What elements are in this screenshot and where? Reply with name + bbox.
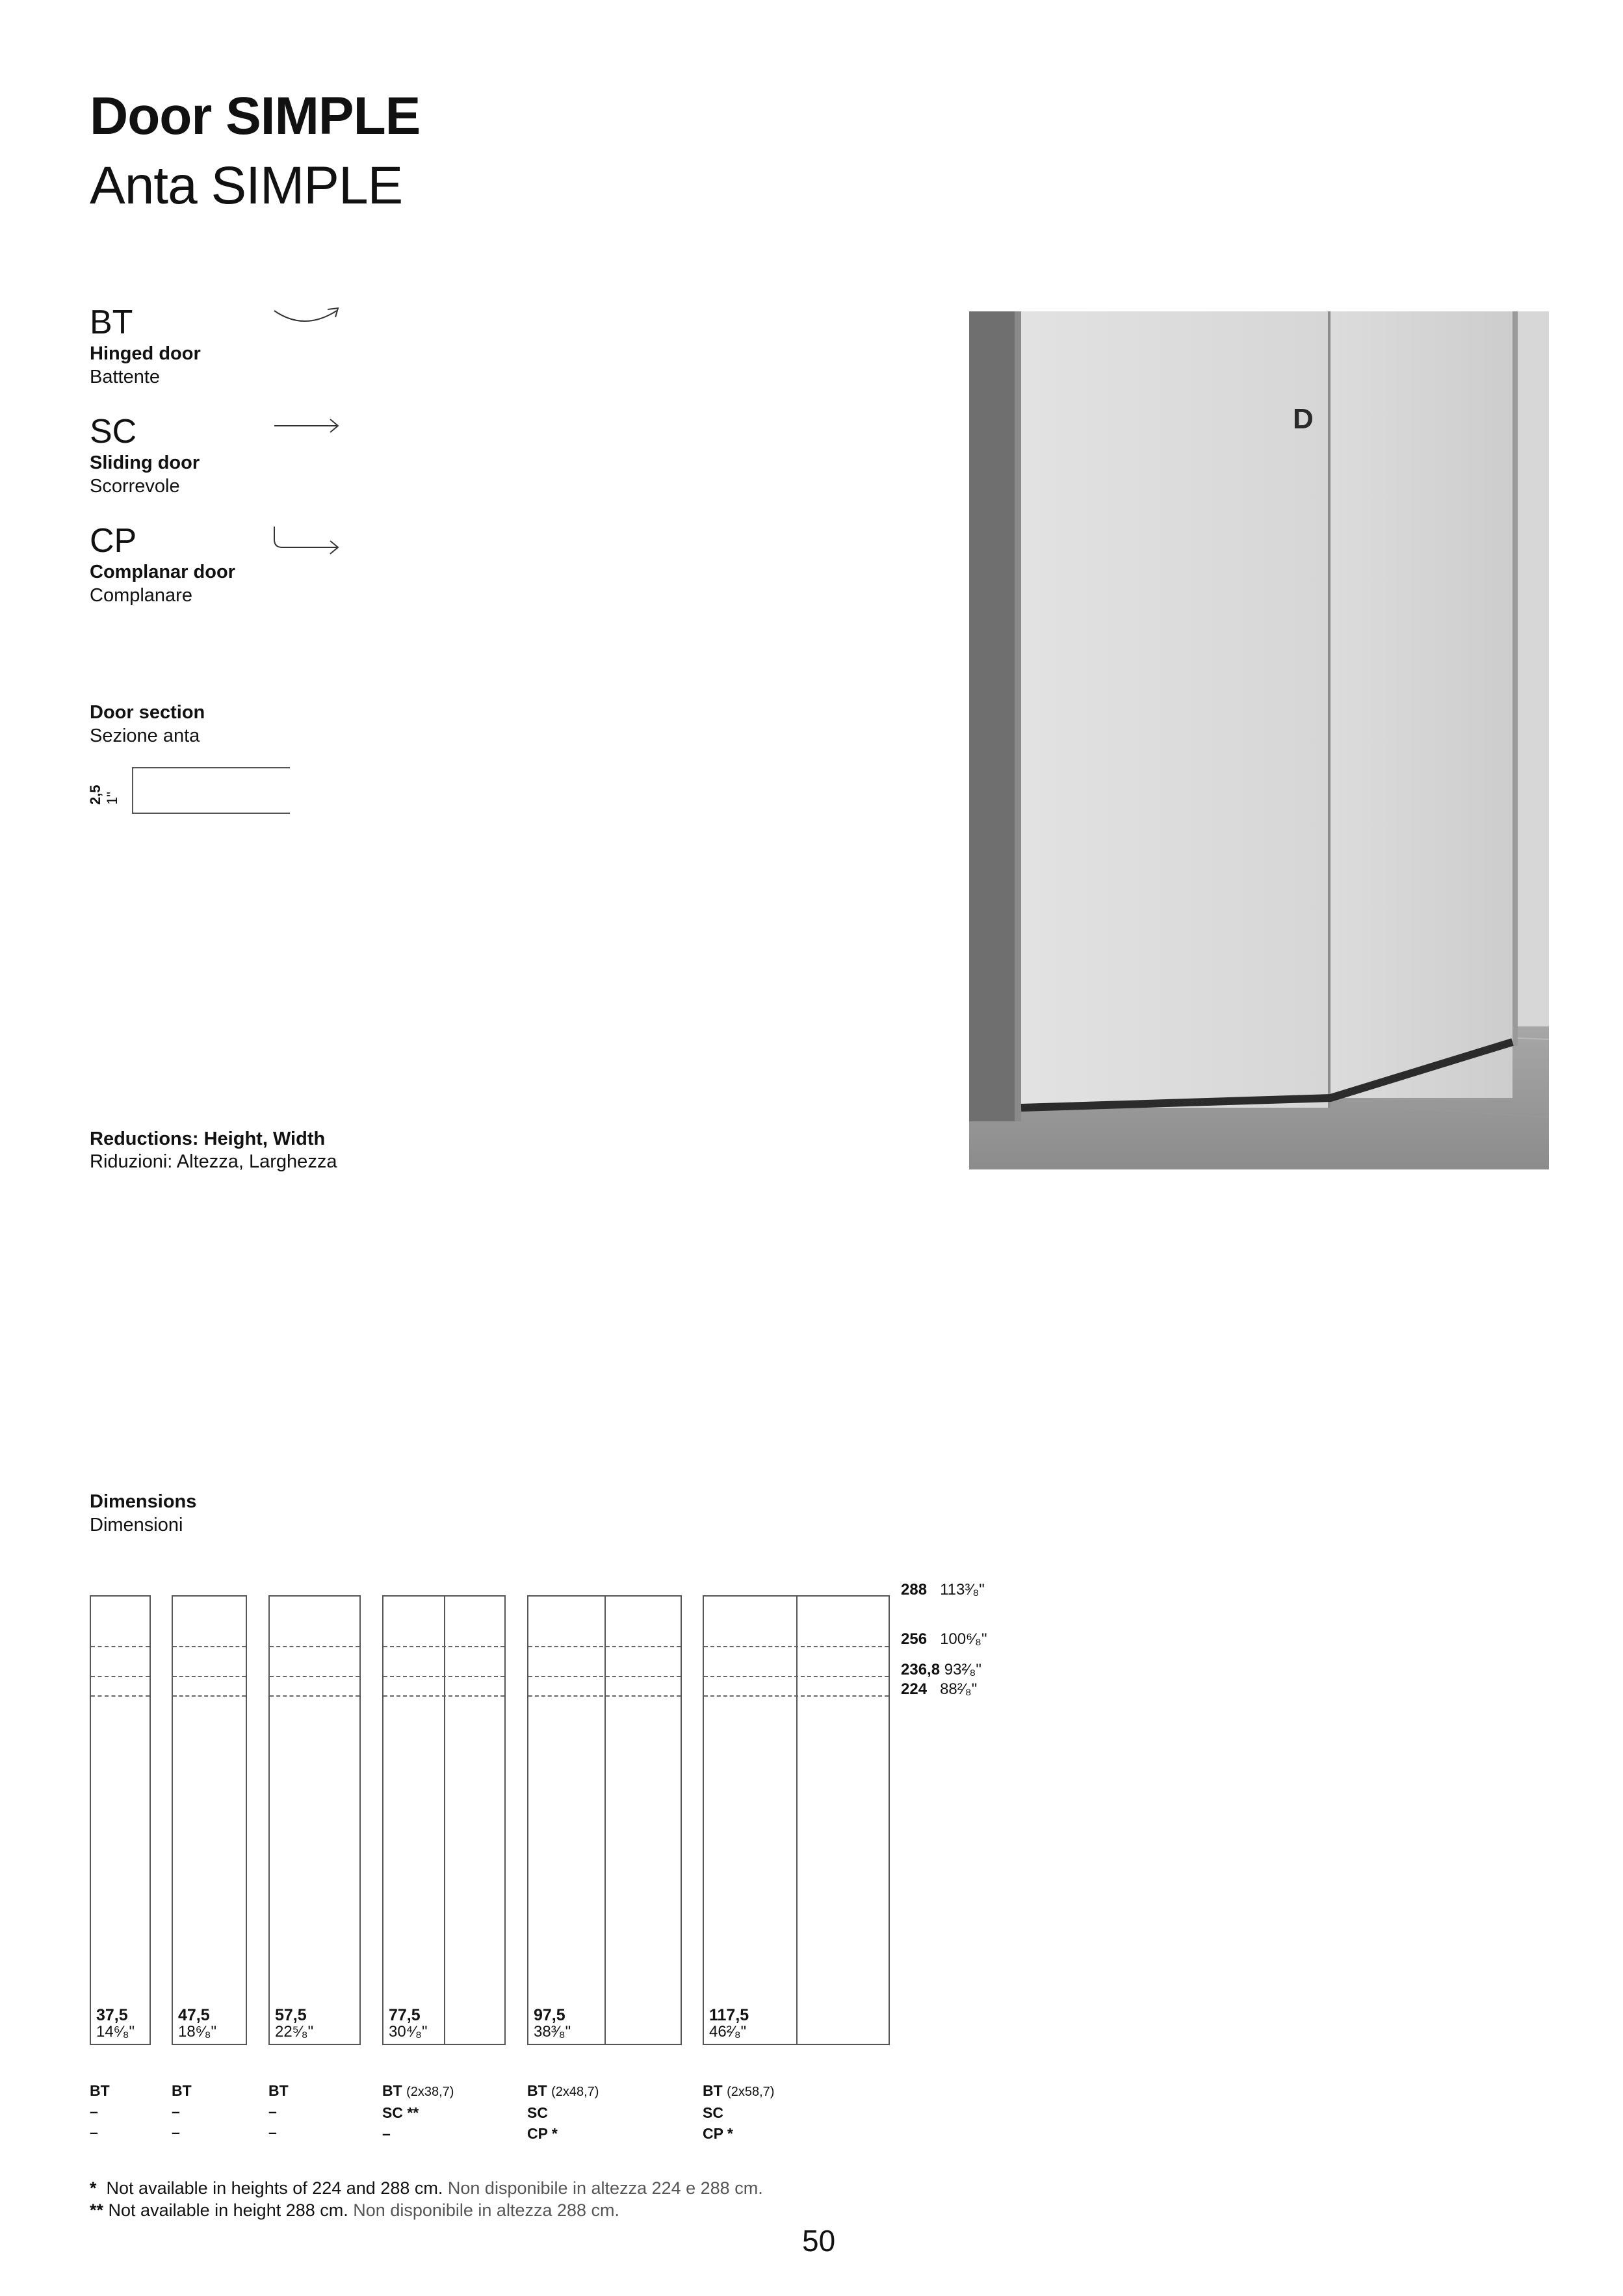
code-sc: – (268, 2103, 277, 2120)
code-bt: BT (172, 2082, 192, 2099)
height-label (901, 1661, 981, 1679)
code-cp: – (172, 2124, 180, 2141)
code-cp: – (90, 2124, 98, 2141)
door-type-cp (90, 524, 235, 605)
page-number: 50 (802, 2224, 836, 2258)
height-inch: 113³⁄₈" (940, 1581, 985, 1598)
code-bt: BT (90, 2082, 110, 2099)
footnote-en: Not available in heights of 224 and 288 cm. (106, 2178, 443, 2198)
code-cp: CP * (703, 2125, 733, 2142)
sliding-arrow-icon (272, 416, 341, 436)
code-cp: – (382, 2125, 391, 2142)
width-cm: 117,5 (709, 2005, 749, 2024)
door-type-label-it: Battente (90, 367, 161, 387)
width-cm: 77,5 (389, 2005, 421, 2024)
availability-codes (90, 2080, 110, 2143)
code-sc: – (90, 2103, 98, 2120)
reductions-label-en: Reductions: Height, Width (90, 1128, 326, 1149)
section-thickness (84, 777, 123, 806)
width-panel (172, 1595, 247, 2045)
page-title: Door SIMPLE (90, 86, 421, 146)
code-bt: BT (527, 2082, 547, 2099)
width-cm: 97,5 (534, 2005, 565, 2024)
width-inch: 14⁶⁄₈" (96, 2022, 135, 2041)
door-type-sc (90, 415, 200, 496)
dimensions-label-it: Dimensioni (90, 1515, 183, 1535)
width-inch: 18⁶⁄₈" (178, 2022, 217, 2041)
footnote-mark: * (90, 2178, 97, 2198)
height-cm: 236,8 (901, 1661, 941, 1678)
height-inch: 93²⁄₈" (944, 1661, 981, 1678)
availability-codes (527, 2080, 599, 2144)
footnote (90, 2178, 763, 2198)
width-cm: 47,5 (178, 2005, 210, 2024)
width-inch: 38³⁄₈" (534, 2022, 571, 2041)
width-panel (90, 1595, 151, 2045)
complanar-arrow-icon (272, 524, 341, 556)
page-subtitle: Anta SIMPLE (90, 156, 403, 215)
product-photo (969, 311, 1549, 1169)
code-sc: SC (703, 2104, 723, 2121)
thickness-cm: 2,5 (87, 785, 103, 805)
door-type-code: SC (90, 413, 137, 450)
door-section-profile (132, 767, 290, 814)
height-cm: 224 (901, 1680, 928, 1698)
hinged-arrow-icon (272, 306, 341, 332)
code-sc: – (172, 2103, 180, 2120)
code-sc: SC (527, 2104, 548, 2121)
code-sc: SC ** (382, 2104, 419, 2121)
door-type-code: CP (90, 522, 137, 560)
width-inch: 46²⁄₈" (709, 2022, 747, 2041)
code-bt: BT (703, 2082, 723, 2099)
availability-codes (268, 2080, 289, 2143)
code-cp: – (268, 2124, 277, 2141)
width-cm: 37,5 (96, 2005, 128, 2024)
availability-codes (172, 2080, 192, 2143)
height-label (901, 1581, 985, 1599)
door-type-label-en: Sliding door (90, 452, 200, 473)
door-type-label-en: Hinged door (90, 343, 201, 364)
width-panel (527, 1595, 682, 2045)
height-inch: 88²⁄₈" (940, 1680, 978, 1698)
door-type-label-it: Complanare (90, 585, 192, 606)
width-panel (268, 1595, 361, 2045)
section-label-en: Door section (90, 702, 205, 723)
height-inch: 100⁶⁄₈" (940, 1630, 987, 1648)
width-panel (703, 1595, 890, 2045)
height-label (901, 1680, 977, 1699)
width-inch: 30⁴⁄₈" (389, 2022, 428, 2041)
footnote (90, 2200, 619, 2221)
code-note: (2x38,7) (406, 2085, 454, 2099)
thickness-in: 1" (104, 791, 120, 805)
width-cm: 57,5 (275, 2005, 307, 2024)
code-note: (2x48,7) (551, 2085, 599, 2099)
reductions-label-it: Riduzioni: Altezza, Larghezza (90, 1151, 337, 1172)
footnote-mark: ** (90, 2200, 104, 2220)
door-type-label-en: Complanar door (90, 562, 235, 582)
code-bt: BT (382, 2082, 402, 2099)
door-type-label-it: Scorrevole (90, 476, 180, 497)
height-cm: 288 (901, 1581, 928, 1598)
footnote-it: Non disponibile in altezza 288 cm. (353, 2200, 620, 2220)
door-handle-logo: D (1293, 403, 1314, 435)
code-note: (2x58,7) (727, 2085, 775, 2099)
height-cm: 256 (901, 1630, 928, 1648)
availability-codes (703, 2080, 774, 2144)
section-label-it: Sezione anta (90, 725, 200, 746)
door-type-code: BT (90, 304, 133, 341)
availability-codes (382, 2080, 454, 2144)
code-cp: CP * (527, 2125, 558, 2142)
height-label (901, 1630, 987, 1649)
door-type-bt (90, 306, 201, 387)
footnote-en: Not available in height 288 cm. (108, 2200, 348, 2220)
dimensions-label-en: Dimensions (90, 1491, 197, 1512)
width-panel (382, 1595, 506, 2045)
footnote-it: Non disponibile in altezza 224 e 288 cm. (447, 2178, 763, 2198)
width-inch: 22⁵⁄₈" (275, 2022, 314, 2041)
code-bt: BT (268, 2082, 289, 2099)
